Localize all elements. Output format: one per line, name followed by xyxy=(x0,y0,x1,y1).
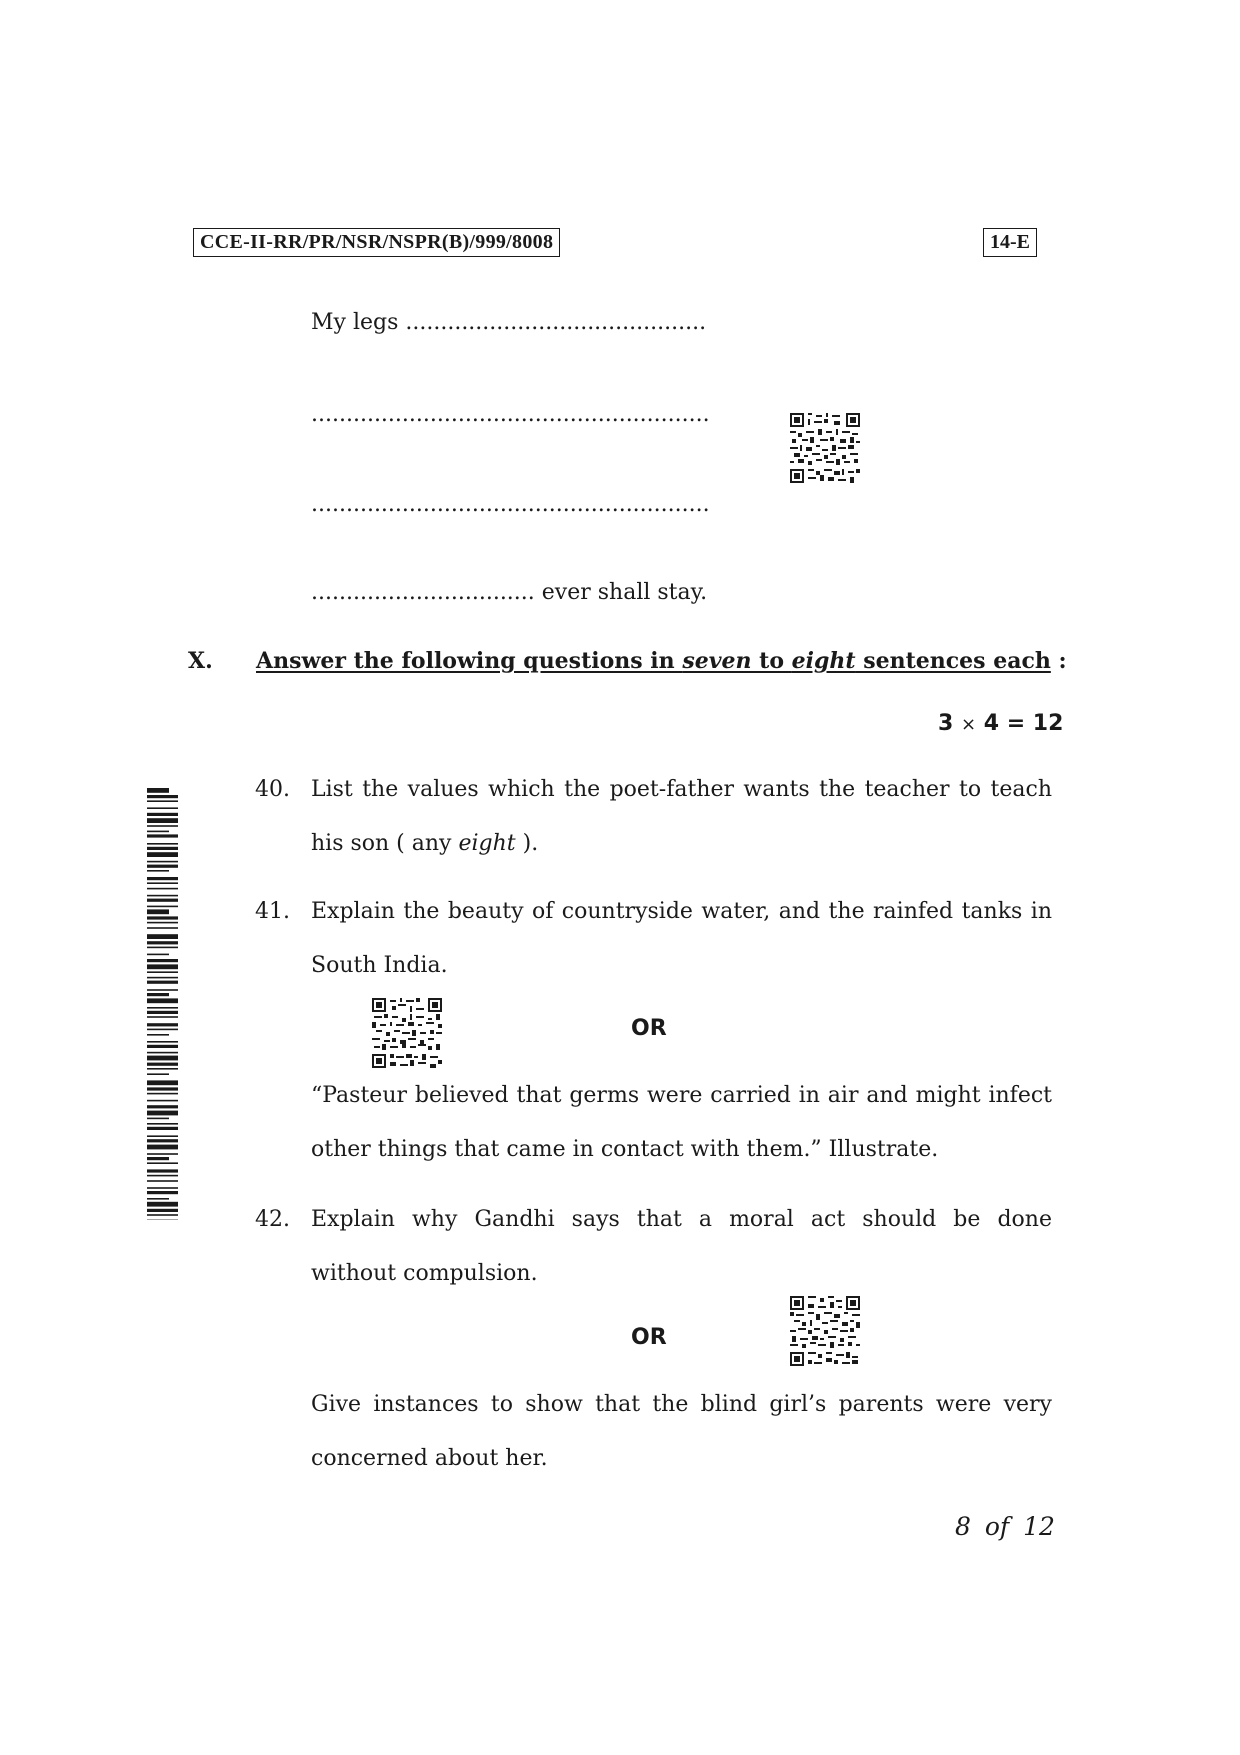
qr-code-icon xyxy=(790,413,860,483)
question-41-alt-text xyxy=(311,1069,1052,1177)
paper-number-badge: 14-E xyxy=(983,228,1037,257)
question-paper-code: CCE-II-RR/PR/NSR/NSPR(B)/999/8008 xyxy=(193,228,560,257)
question-number-42: 42. xyxy=(255,1207,290,1232)
question-number-41: 41. xyxy=(255,899,290,924)
section-marks: 3 × 4 = 12 xyxy=(938,711,1064,736)
qr-code-icon xyxy=(372,998,442,1068)
section-numeral: X. xyxy=(188,648,213,674)
or-divider-41: OR xyxy=(631,1016,667,1041)
or-divider-42: OR xyxy=(631,1325,667,1350)
question-41-line-1: Explain the beauty of countryside water, and the rainfed tanks in xyxy=(311,899,1052,924)
question-41-alt-line-1: “Pasteur believed that germs were carried in air and might infect xyxy=(311,1083,1052,1108)
question-42-alt-line-2: concerned about her. xyxy=(311,1446,548,1471)
question-40-text xyxy=(311,763,1052,871)
question-42-alt-text xyxy=(311,1378,1052,1486)
qr-code-icon xyxy=(790,1296,860,1366)
question-40-line-2: his son ( any eight ). xyxy=(311,831,539,856)
poem-line-3: ......................................................... xyxy=(311,492,710,517)
question-42-text xyxy=(311,1193,1052,1301)
question-number-40: 40. xyxy=(255,777,290,802)
section-instruction: Answer the following questions in seven to eight sentences each : xyxy=(256,648,1067,674)
question-41-alt-line-2: other things that came in contact with them.” Illustrate. xyxy=(311,1137,939,1162)
question-42-line-2: without compulsion. xyxy=(311,1261,538,1286)
poem-line-1: My legs ........................................... xyxy=(311,310,707,335)
question-41-line-2: South India. xyxy=(311,953,448,978)
question-40-line-1: List the values which the poet-father wants the teacher to teach xyxy=(311,777,1052,802)
page-number: 8 of 12 xyxy=(955,1512,1055,1541)
question-42-alt-line-1: Give instances to show that the blind girl’s parents were very xyxy=(311,1392,1052,1417)
poem-line-4: ................................ ever shall stay. xyxy=(311,580,708,605)
poem-line-2: ......................................................... xyxy=(311,402,710,427)
question-41-text xyxy=(311,885,1052,993)
barcode-icon xyxy=(147,788,178,1220)
question-42-line-1: Explain why Gandhi says that a moral act should be done xyxy=(311,1207,1052,1232)
